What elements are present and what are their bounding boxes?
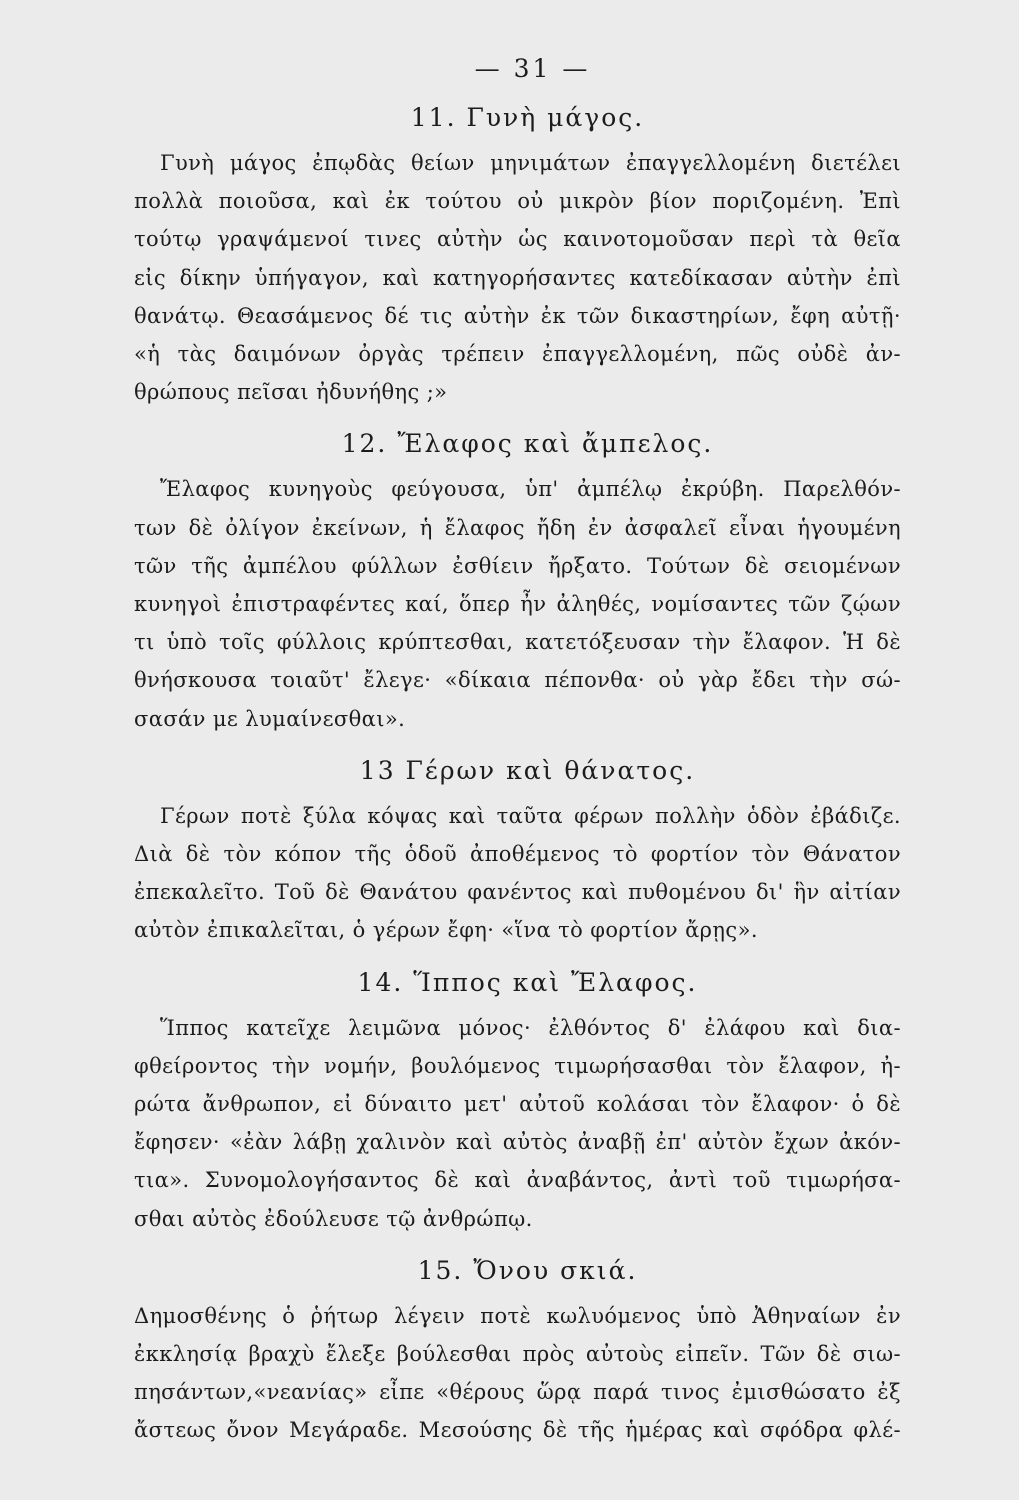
text-line: σθαι αὐτὸς ἐδούλευσε τῷ ἀνθρώπῳ. [134,1206,533,1231]
text-line: Γέρων ποτὲ ξύλα κόψας καὶ ταῦτα φέρων πολλὴν ὁδὸν ἐβάδιζε. [160,803,901,828]
fable-text-12 [134,470,901,737]
text-line: των δὲ ὀλίγον ἐκείνων, ἡ ἔλαφος ἤδη ἐν ἀσφαλεῖ εἶναι ἡγουμένη [134,515,901,540]
text-line: πησάντων,«νεανίας» εἶπε «θέρους ὥρᾳ παρά τινος ἐμισθώσατο ἐξ [134,1380,901,1405]
text-line: τι ὑπὸ τοῖς φύλλοις κρύπτεσθαι, κατετόξευσαν τὴν ἔλαφον. Ἡ δὲ [134,630,901,655]
text-line: τῶν τῆς ἀμπέλου φύλλων ἐσθίειν ἤρξατο. Τούτων δὲ σειομένων [134,553,901,578]
text-line: ἄστεως ὄνον Μεγάραδε. Μεσούσης δὲ τῆς ἡμέρας καὶ σφόδρα φλέ- [134,1418,901,1443]
fable-heading-11: 11. Γυνὴ μάγος. [410,103,645,132]
fable-heading-13: 13 Γέρων καὶ θάνατος. [359,755,696,785]
fable-text-11 [134,144,901,411]
text-line: θνήσκουσα τοιαῦτ' ἔλεγε· «δίκαια πέπονθα· οὐ γὰρ ἔδει τὴν σώ- [134,668,901,693]
text-line: ρώτα ἄνθρωπον, εἰ δύναιτο μετ' αὐτοῦ κολάσαι τὸν ἔλαφον· ὁ δὲ [134,1092,901,1117]
text-line: φθείροντος τὴν νομήν, βουλόμενος τιμωρήσασθαι τὸν ἔλαφον, ἠ- [134,1053,901,1078]
text-line: Ἵππος κατεῖχε λειμῶνα μόνος· ἐλθόντος δ' ἐλάφου καὶ δια- [160,1015,901,1040]
text-line: εἰς δίκην ὑπήγαγον, καὶ κατηγορήσαντες κατεδίκασαν αὐτὴν ἐπὶ [134,265,901,290]
text-line: Γυνὴ μάγος ἐπῳδὰς θείων μηνιμάτων ἐπαγγελλομένη διετέλει [160,151,901,175]
fable-heading-12: 12. Ἔλαφος καὶ ἄμπελος. [341,429,714,459]
page-number: — 31 — [474,54,591,83]
fable-heading-14: 14. Ἵππος καὶ Ἔλαφος. [357,967,698,997]
text-line: κυνηγοὶ ἐπιστραφέντες καί, ὅπερ ἦν ἀληθές, νομίσαντες τῶν ζῴων [134,592,901,617]
text-line: αὐτὸν ἐπικαλεῖται, ὁ γέρων ἔφη· «ἵνα τὸ φορτίον ἄρῃς». [134,918,758,943]
text-line: τια». Συνομολογήσαντος δὲ καὶ ἀναβάντος, ἀντὶ τοῦ τιμωρήσα- [134,1168,901,1193]
text-line: Δημοσθένης ὁ ῥήτωρ λέγειν ποτὲ κωλυόμενος ὑπὸ Ἀθηναίων ἐν [134,1303,901,1328]
text-line: θρώπους πεῖσαι ἠδυνήθης ;» [134,380,448,405]
text-line: ἐπεκαλεῖτο. Τοῦ δὲ Θανάτου φανέντος καὶ πυθομένου δι' ἣν αἰτίαν [134,880,901,905]
text-line: ἔφησεν· «ἐὰν λάβῃ χαλινὸν καὶ αὐτὸς ἀναβῇ ἐπ' αὐτὸν ἔχων ἀκόν- [134,1130,901,1155]
text-line: θανάτῳ. Θεασάμενος δέ τις αὐτὴν ἐκ τῶν δικαστηρίων, ἔφη αὐτῇ· [134,303,901,328]
fable-text-15 [134,1297,901,1450]
text-line: Ἔλαφος κυνηγοὺς φεύγουσα, ὑπ' ἀμπέλῳ ἐκρύβη. Παρελθόν- [160,477,901,502]
text-line: πολλὰ ποιοῦσα, καὶ ἐκ τούτου οὐ μικρὸν βίον ποριζομένη. Ἐπὶ [134,189,901,214]
fable-text-13 [134,797,901,950]
fable-heading-15: 15. Ὄνου σκιά. [417,1255,638,1285]
fable-text-14 [134,1009,901,1238]
text-line: σασάν με λυμαίνεσθαι». [134,706,406,731]
text-line: «ἡ τὰς δαιμόνων ὀργὰς τρέπειν ἐπαγγελλομένη, πῶς οὐδὲ ἀν- [134,342,901,367]
text-line: Διὰ δὲ τὸν κόπον τῆς ὁδοῦ ἀποθέμενος τὸ φορτίον τὸν Θάνατον [134,842,901,867]
text-line: ἐκκλησίᾳ βραχὺ ἔλεξε βούλεσθαι πρὸς αὐτοὺς εἰπεῖν. Τῶν δὲ σιω- [134,1342,901,1367]
text-line: τούτῳ γραψάμενοί τινες αὐτὴν ὡς καινοτομοῦσαν περὶ τὰ θεῖα [134,227,901,252]
